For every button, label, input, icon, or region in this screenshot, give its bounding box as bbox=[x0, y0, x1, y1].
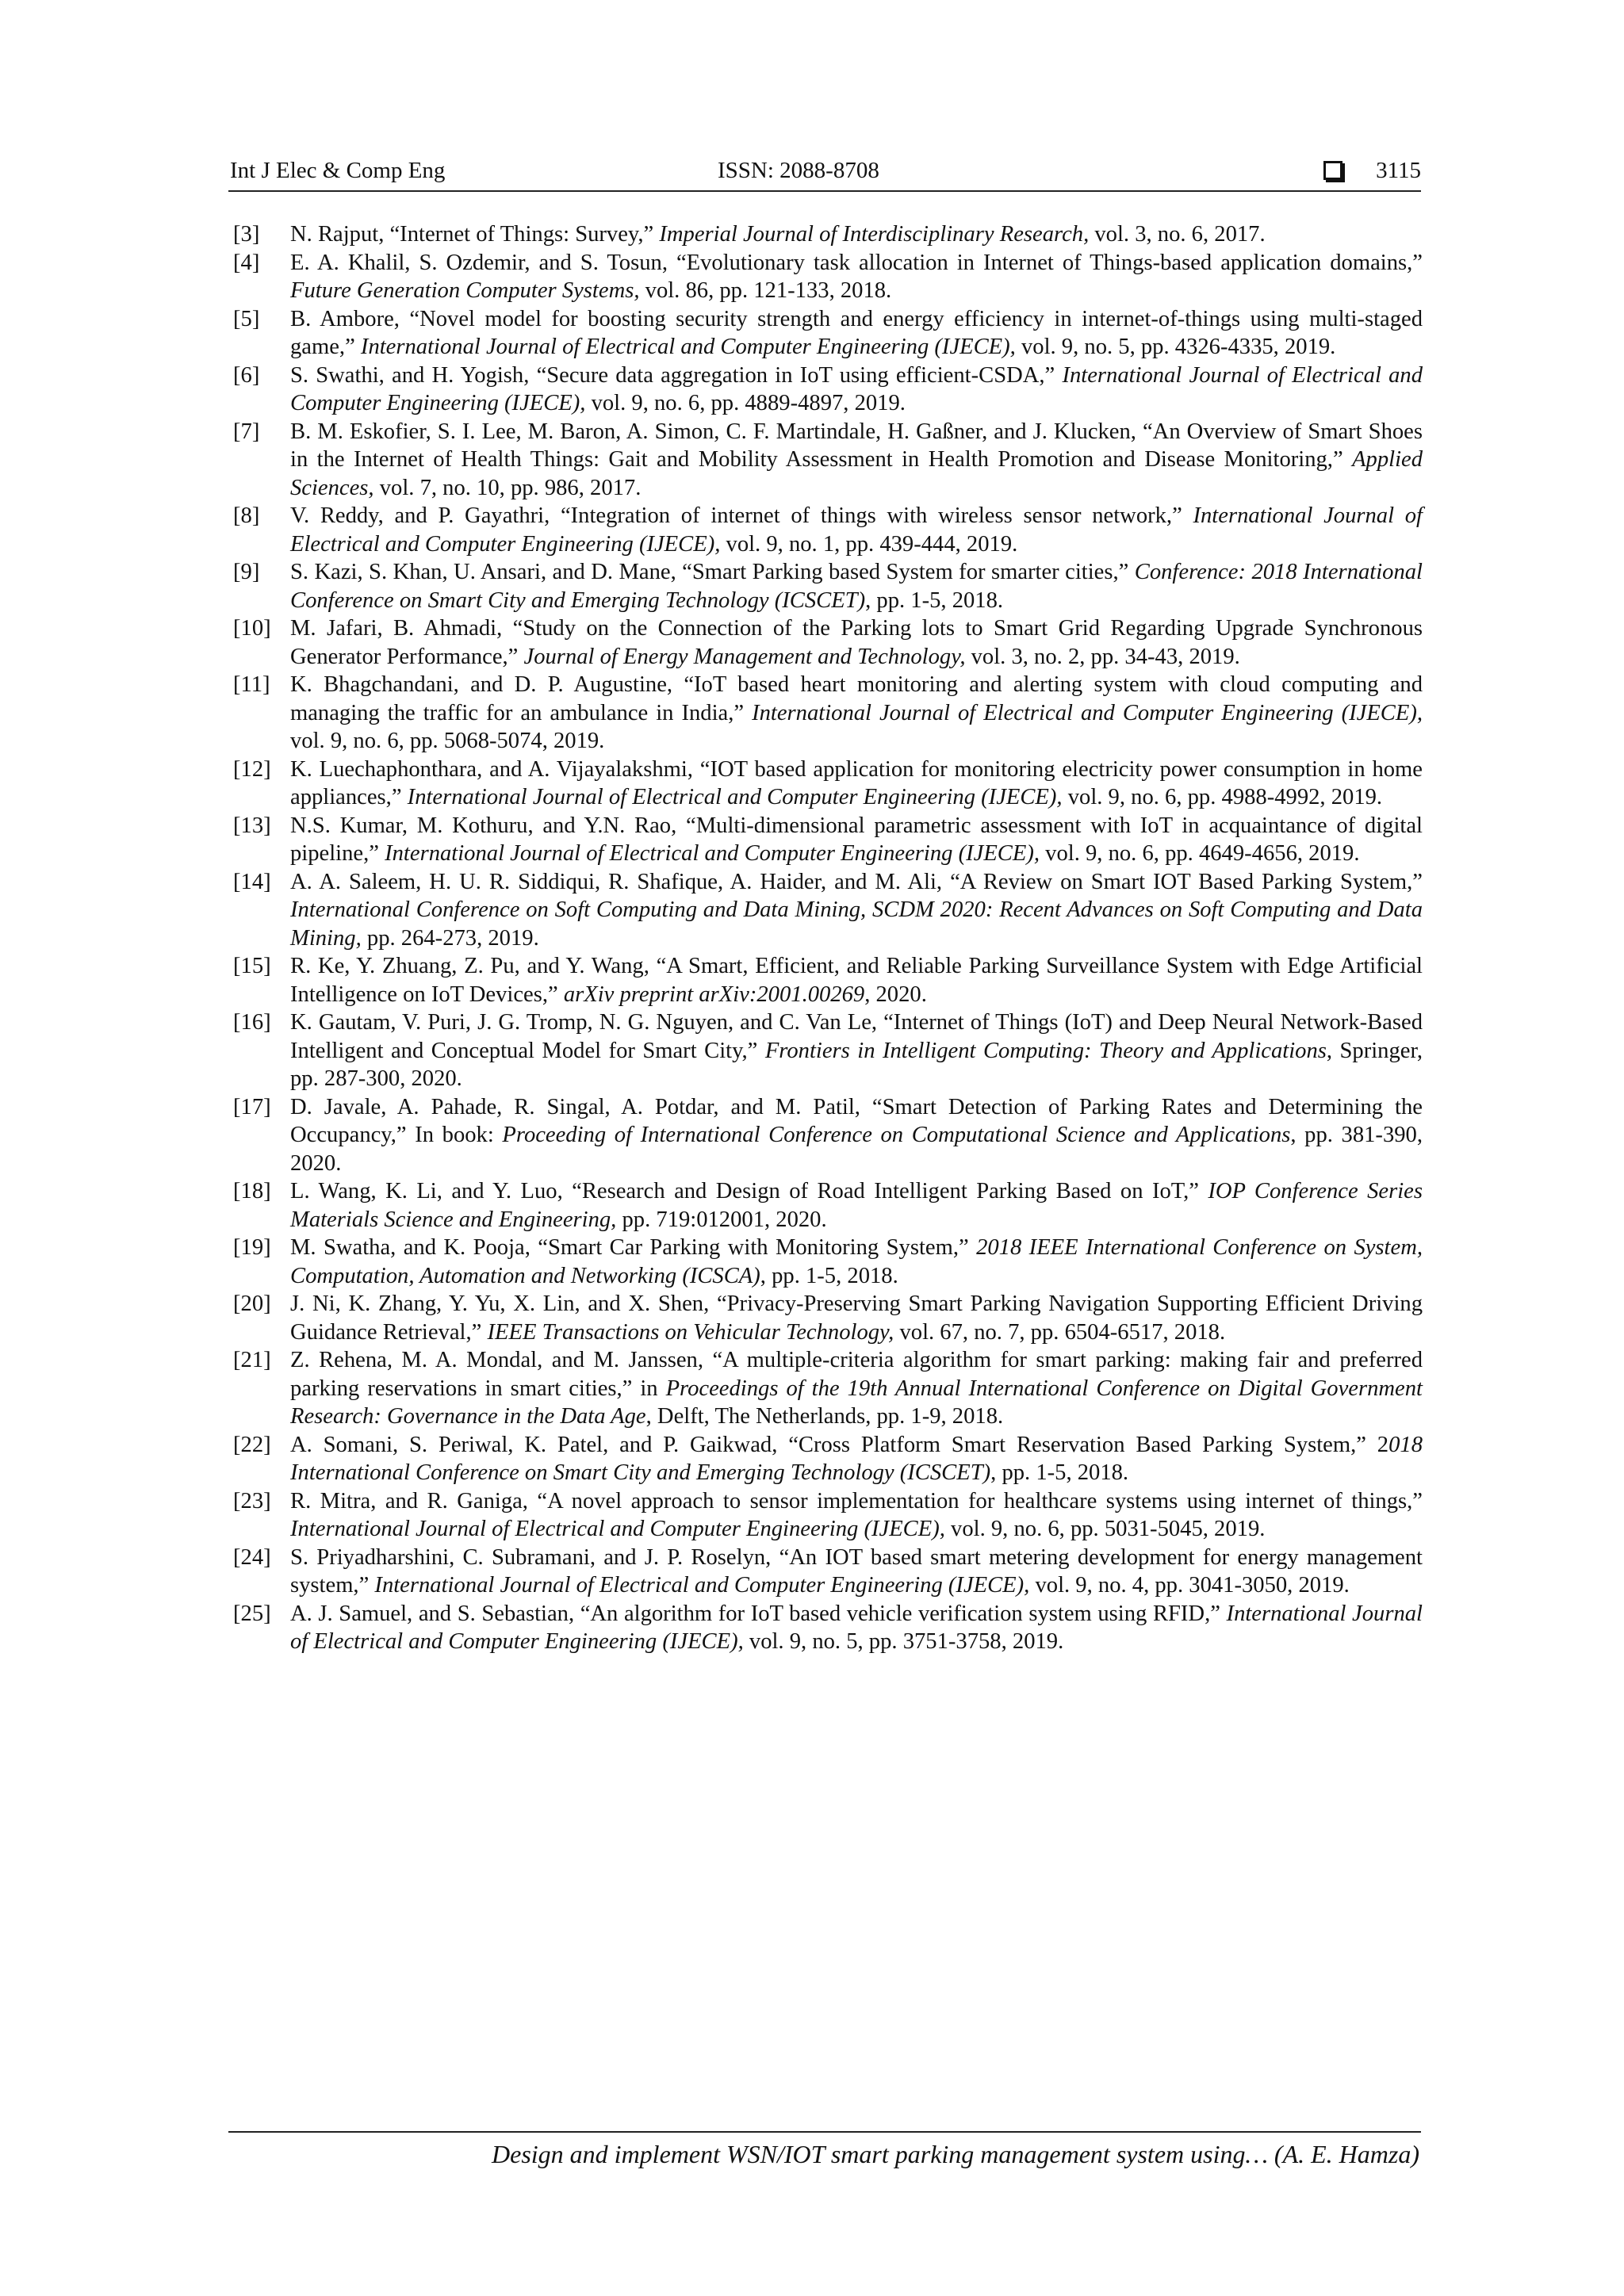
reference-number: [19] bbox=[233, 1235, 271, 1260]
reference-number: [15] bbox=[233, 954, 271, 978]
reference-segment: vol. 9, no. 5, pp. 3751-3758, 2019. bbox=[743, 1629, 1064, 1654]
reference-item bbox=[233, 1544, 1423, 1600]
reference-segment: vol. 3, no. 2, pp. 34-43, 2019. bbox=[965, 644, 1240, 669]
reference-venue: Future Generation Computer Systems, bbox=[290, 278, 640, 303]
reference-segment: vol. 86, pp. 121-133, 2018. bbox=[639, 278, 892, 303]
reference-text bbox=[290, 1290, 1423, 1346]
reference-venue: Applied Sciences, bbox=[290, 447, 1423, 500]
reference-text bbox=[290, 1544, 1423, 1600]
reference-segment: , pp. 381-390, 2020. bbox=[290, 1123, 1423, 1176]
reference-item bbox=[233, 502, 1423, 558]
reference-segment: pp. 719:012001, 2020. bbox=[616, 1207, 827, 1232]
reference-segment: vol. 9, no. 1, pp. 439-444, 2019. bbox=[720, 531, 1018, 557]
reference-venue: International Journal of Electrical and Computer Engineering (IJECE), bbox=[407, 785, 1063, 809]
reference-number: [4] bbox=[233, 250, 260, 275]
reference-number: [6] bbox=[233, 362, 260, 388]
reference-text bbox=[290, 249, 1423, 305]
reference-segment: B. Ambore, “Novel model for boosting security strength and energy efficiency in internet-of-things using multi-staged game,” bbox=[290, 306, 1423, 359]
reference-venue: Conference: 2018 International Conference on Smart City and Emerging Technology (ICSCET) bbox=[290, 560, 1423, 613]
reference-venue: International Journal of Electrical and Computer Engineering (IJECE), bbox=[385, 841, 1040, 866]
reference-text bbox=[290, 362, 1423, 418]
reference-segment: pp. 264-273, 2019. bbox=[361, 925, 539, 951]
reference-segment: E. A. Khalil, S. Ozdemir, and S. Tosun, “Evolutionary task allocation in Internet of Things-based application domains,” bbox=[290, 250, 1423, 275]
reference-venue: Imperial Journal of Interdisciplinary Research, bbox=[659, 222, 1090, 247]
reference-text bbox=[290, 614, 1423, 671]
page-number-group bbox=[1323, 152, 1421, 189]
reference-segment: A. Somani, S. Periwal, K. Patel, and P. Gaikwad, “Cross Platform Smart Reservation Based Parking System,” 2 bbox=[290, 1432, 1389, 1457]
reference-text bbox=[290, 305, 1423, 362]
reference-segment: J. Ni, K. Zhang, Y. Yu, X. Lin, and X. Shen, “Privacy-Preserving Smart Parking Navigation Supporting Efficient Driving Guidance Retrieval,” bbox=[290, 1292, 1423, 1345]
reference-item bbox=[233, 305, 1423, 362]
reference-number: [17] bbox=[233, 1094, 271, 1119]
reference-item bbox=[233, 812, 1423, 868]
reference-segment: vol. 9, no. 6, pp. 5031-5045, 2019. bbox=[944, 1517, 1266, 1541]
reference-item bbox=[233, 1177, 1423, 1234]
reference-item bbox=[233, 558, 1423, 614]
reference-segment: vol. 7, no. 10, pp. 986, 2017. bbox=[373, 475, 642, 500]
reference-number: [16] bbox=[233, 1010, 271, 1035]
reference-item bbox=[233, 614, 1423, 671]
reference-number: [5] bbox=[233, 306, 260, 331]
reference-segment: K. Luechaphonthara, and A. Vijayalakshmi, “IOT based application for monitoring electricity power consumption in home appliances,” bbox=[290, 756, 1423, 809]
reference-item bbox=[233, 1431, 1423, 1487]
reference-segment: , Delft, The Netherlands, pp. 1-9, 2018. bbox=[645, 1404, 1004, 1429]
reference-venue: International Journal of Electrical and Computer Engineering (IJECE), bbox=[360, 335, 1016, 359]
reference-item bbox=[233, 756, 1423, 812]
reference-segment: A. A. Saleem, H. U. R. Siddiqui, R. Shafique, A. Haider, and M. Ali, “A Review on Smart IOT Based Parking System,” bbox=[290, 869, 1423, 894]
reference-item bbox=[233, 362, 1423, 418]
reference-text bbox=[290, 868, 1423, 953]
reference-number: [8] bbox=[233, 503, 260, 528]
reference-number: [18] bbox=[233, 1179, 271, 1203]
reference-segment: vol. 9, no. 5, pp. 4326-4335, 2019. bbox=[1015, 335, 1336, 359]
reference-venue: 2018 IEEE International Conference on System, Computation, Automation and Networking (ICSCA) bbox=[290, 1235, 1423, 1288]
reference-venue: 018 International Conference on Smart City and Emerging Technology (ICSCET) bbox=[290, 1432, 1423, 1485]
reference-text bbox=[290, 1431, 1423, 1487]
reference-segment: vol. 9, no. 6, pp. 5068-5074, 2019. bbox=[290, 729, 605, 753]
reference-item bbox=[233, 1234, 1423, 1290]
reference-text bbox=[290, 1093, 1423, 1178]
reference-number: [24] bbox=[233, 1544, 271, 1570]
reference-text bbox=[290, 1234, 1423, 1290]
reference-segment: M. Swatha, and K. Pooja, “Smart Car Parking with Monitoring System,” bbox=[290, 1235, 977, 1260]
reference-segment: , pp. 1-5, 2018. bbox=[865, 587, 1004, 613]
reference-segment: vol. 67, no. 7, pp. 6504-6517, 2018. bbox=[894, 1319, 1226, 1345]
reference-number: [14] bbox=[233, 869, 271, 894]
reference-item bbox=[233, 249, 1423, 305]
reference-text bbox=[290, 1346, 1423, 1431]
page-header bbox=[228, 152, 1421, 192]
reference-text bbox=[290, 558, 1423, 614]
reference-list bbox=[233, 220, 1423, 1656]
reference-segment: , Springer, pp. 287-300, 2020. bbox=[290, 1038, 1423, 1091]
reference-segment: , pp. 1-5, 2018. bbox=[760, 1263, 898, 1288]
running-footer: Design and implement WSN/IOT smart parking management system using… (A. E. Hamza) bbox=[492, 2140, 1419, 2168]
footer-divider bbox=[228, 2131, 1421, 2133]
reference-text bbox=[290, 756, 1423, 812]
reference-segment: M. Jafari, B. Ahmadi, “Study on the Connection of the Parking lots to Smart Grid Regarding Upgrade Synchronous Generator Performance,” bbox=[290, 616, 1423, 669]
reference-segment: R. Mitra, and R. Ganiga, “A novel approach to sensor implementation for healthcare systems using internet of things,” bbox=[290, 1488, 1423, 1513]
reference-segment: N. Rajput, “Internet of Things: Survey,” bbox=[290, 222, 660, 247]
reference-venue: Journal of Energy Management and Technology, bbox=[523, 644, 966, 669]
reference-number: [12] bbox=[233, 756, 271, 782]
reference-text bbox=[290, 812, 1423, 868]
reference-segment: vol. 9, no. 6, pp. 4649-4656, 2019. bbox=[1040, 841, 1360, 866]
issn: ISSN: 2088-8708 bbox=[718, 158, 879, 183]
reference-number: [21] bbox=[233, 1348, 271, 1372]
reference-segment: A. J. Samuel, and S. Sebastian, “An algorithm for IoT based vehicle verification system using RFID,” bbox=[290, 1601, 1227, 1626]
reference-segment: S. Kazi, S. Khan, U. Ansari, and D. Mane, “Smart Parking based System for smarter cities,” bbox=[290, 560, 1135, 584]
reference-number: [3] bbox=[233, 222, 260, 247]
reference-segment: vol. 9, no. 4, pp. 3041-3050, 2019. bbox=[1029, 1573, 1350, 1598]
square-icon bbox=[1323, 161, 1342, 180]
reference-venue: International Journal of Electrical and Computer Engineering (IJECE), bbox=[290, 362, 1423, 415]
reference-item bbox=[233, 1008, 1423, 1093]
reference-item bbox=[233, 220, 1423, 249]
reference-item bbox=[233, 952, 1423, 1008]
reference-segment: R. Ke, Y. Zhuang, Z. Pu, and Y. Wang, “A Smart, Efficient, and Reliable Parking Surveillance System with Edge Artificial Intelligence on IoT Devices,” bbox=[290, 954, 1423, 1007]
reference-venue: arXiv preprint arXiv:2001.00269 bbox=[563, 982, 865, 1007]
reference-venue: International Conference on Soft Computing and Data Mining, SCDM 2020: Recent Advances on Soft Computing and Data Mining, bbox=[290, 897, 1423, 951]
reference-number: [7] bbox=[233, 419, 260, 444]
reference-segment: Z. Rehena, M. A. Mondal, and M. Janssen, “A multiple-criteria algorithm for smart parking: making fair and preferred parking reservations in smart cities,” in bbox=[290, 1348, 1423, 1401]
reference-venue: International Journal of Electrical and Computer Engineering (IJECE), bbox=[752, 700, 1423, 725]
reference-number: [25] bbox=[233, 1601, 271, 1626]
reference-text bbox=[290, 1600, 1423, 1656]
reference-text bbox=[290, 418, 1423, 503]
reference-text bbox=[290, 1177, 1423, 1234]
reference-segment: K. Bhagchandani, and D. P. Augustine, “IoT based heart monitoring and alerting system with cloud computing and managing the traffic for an ambulance in India,” bbox=[290, 672, 1423, 725]
reference-segment: B. M. Eskofier, S. I. Lee, M. Baron, A. Simon, C. F. Martindale, H. Gaßner, and J. Klucken, “An Overview of Smart Shoes in the Internet of Health Things: Gait and Mobility Assessment in Health Promotion and Disease Monitoring,” bbox=[290, 419, 1423, 472]
reference-segment: , 2020. bbox=[864, 982, 927, 1007]
reference-number: [10] bbox=[233, 616, 271, 641]
reference-venue: Frontiers in Intelligent Computing: Theory and Applications bbox=[764, 1038, 1327, 1063]
reference-text bbox=[290, 671, 1423, 756]
reference-segment: V. Reddy, and P. Gayathri, “Integration of internet of things with wireless sensor network,” bbox=[290, 503, 1193, 528]
reference-item bbox=[233, 1290, 1423, 1346]
journal-name: Int J Elec & Comp Eng bbox=[230, 158, 446, 183]
reference-segment: D. Javale, A. Pahade, R. Singal, A. Potdar, and M. Patil, “Smart Detection of Parking Rates and Determining the Occupancy,” In book: bbox=[290, 1094, 1423, 1147]
reference-text bbox=[290, 1008, 1423, 1093]
reference-text bbox=[290, 220, 1423, 249]
page-number: 3115 bbox=[1376, 158, 1421, 183]
reference-item bbox=[233, 1487, 1423, 1544]
reference-venue: International Journal of Electrical and Computer Engineering (IJECE), bbox=[290, 1601, 1423, 1654]
reference-segment: vol. 3, no. 6, 2017. bbox=[1089, 222, 1266, 247]
reference-item bbox=[233, 1346, 1423, 1431]
reference-segment: S. Swathi, and H. Yogish, “Secure data aggregation in IoT using efficient-CSDA,” bbox=[290, 362, 1063, 388]
reference-item bbox=[233, 868, 1423, 953]
reference-text bbox=[290, 952, 1423, 1008]
reference-venue: IEEE Transactions on Vehicular Technology, bbox=[487, 1319, 894, 1345]
reference-venue: Proceedings of the 19th Annual International Conference on Digital Government Research: Governance in the Data Age bbox=[290, 1376, 1423, 1429]
reference-segment: S. Priyadharshini, C. Subramani, and J. P. Roselyn, “An IOT based smart metering development for energy management system,” bbox=[290, 1544, 1423, 1598]
reference-item bbox=[233, 1093, 1423, 1178]
reference-number: [13] bbox=[233, 813, 271, 838]
reference-number: [9] bbox=[233, 560, 260, 584]
reference-item bbox=[233, 418, 1423, 503]
reference-text bbox=[290, 502, 1423, 558]
reference-venue: International Journal of Electrical and Computer Engineering (IJECE), bbox=[290, 503, 1423, 557]
reference-number: [23] bbox=[233, 1488, 271, 1513]
reference-venue: International Journal of Electrical and Computer Engineering (IJECE), bbox=[290, 1517, 945, 1541]
reference-segment: L. Wang, K. Li, and Y. Luo, “Research and Design of Road Intelligent Parking Based on IoT,” bbox=[290, 1179, 1208, 1203]
reference-venue: Proceeding of International Conference on Computational Science and Applications bbox=[502, 1123, 1291, 1147]
reference-segment: N.S. Kumar, M. Kothuru, and Y.N. Rao, “Multi-dimensional parametric assessment with IoT in acquaintance of digital pipeline,” bbox=[290, 813, 1423, 866]
reference-venue: International Journal of Electrical and Computer Engineering (IJECE), bbox=[374, 1573, 1030, 1598]
reference-segment: vol. 9, no. 6, pp. 4889-4897, 2019. bbox=[585, 391, 906, 415]
reference-segment: K. Gautam, V. Puri, J. G. Tromp, N. G. Nguyen, and C. Van Le, “Internet of Things (IoT) and Deep Neural Network-Based Intelligent and Conceptual Model for Smart City,” bbox=[290, 1010, 1423, 1063]
reference-item bbox=[233, 671, 1423, 756]
reference-number: [11] bbox=[233, 672, 270, 697]
reference-number: [20] bbox=[233, 1292, 271, 1316]
reference-segment: , pp. 1-5, 2018. bbox=[990, 1460, 1129, 1485]
reference-text bbox=[290, 1487, 1423, 1544]
reference-number: [22] bbox=[233, 1432, 271, 1457]
reference-item bbox=[233, 1600, 1423, 1656]
reference-venue: IOP Conference Series Materials Science and Engineering, bbox=[290, 1179, 1423, 1232]
reference-segment: vol. 9, no. 6, pp. 4988-4992, 2019. bbox=[1062, 785, 1383, 809]
